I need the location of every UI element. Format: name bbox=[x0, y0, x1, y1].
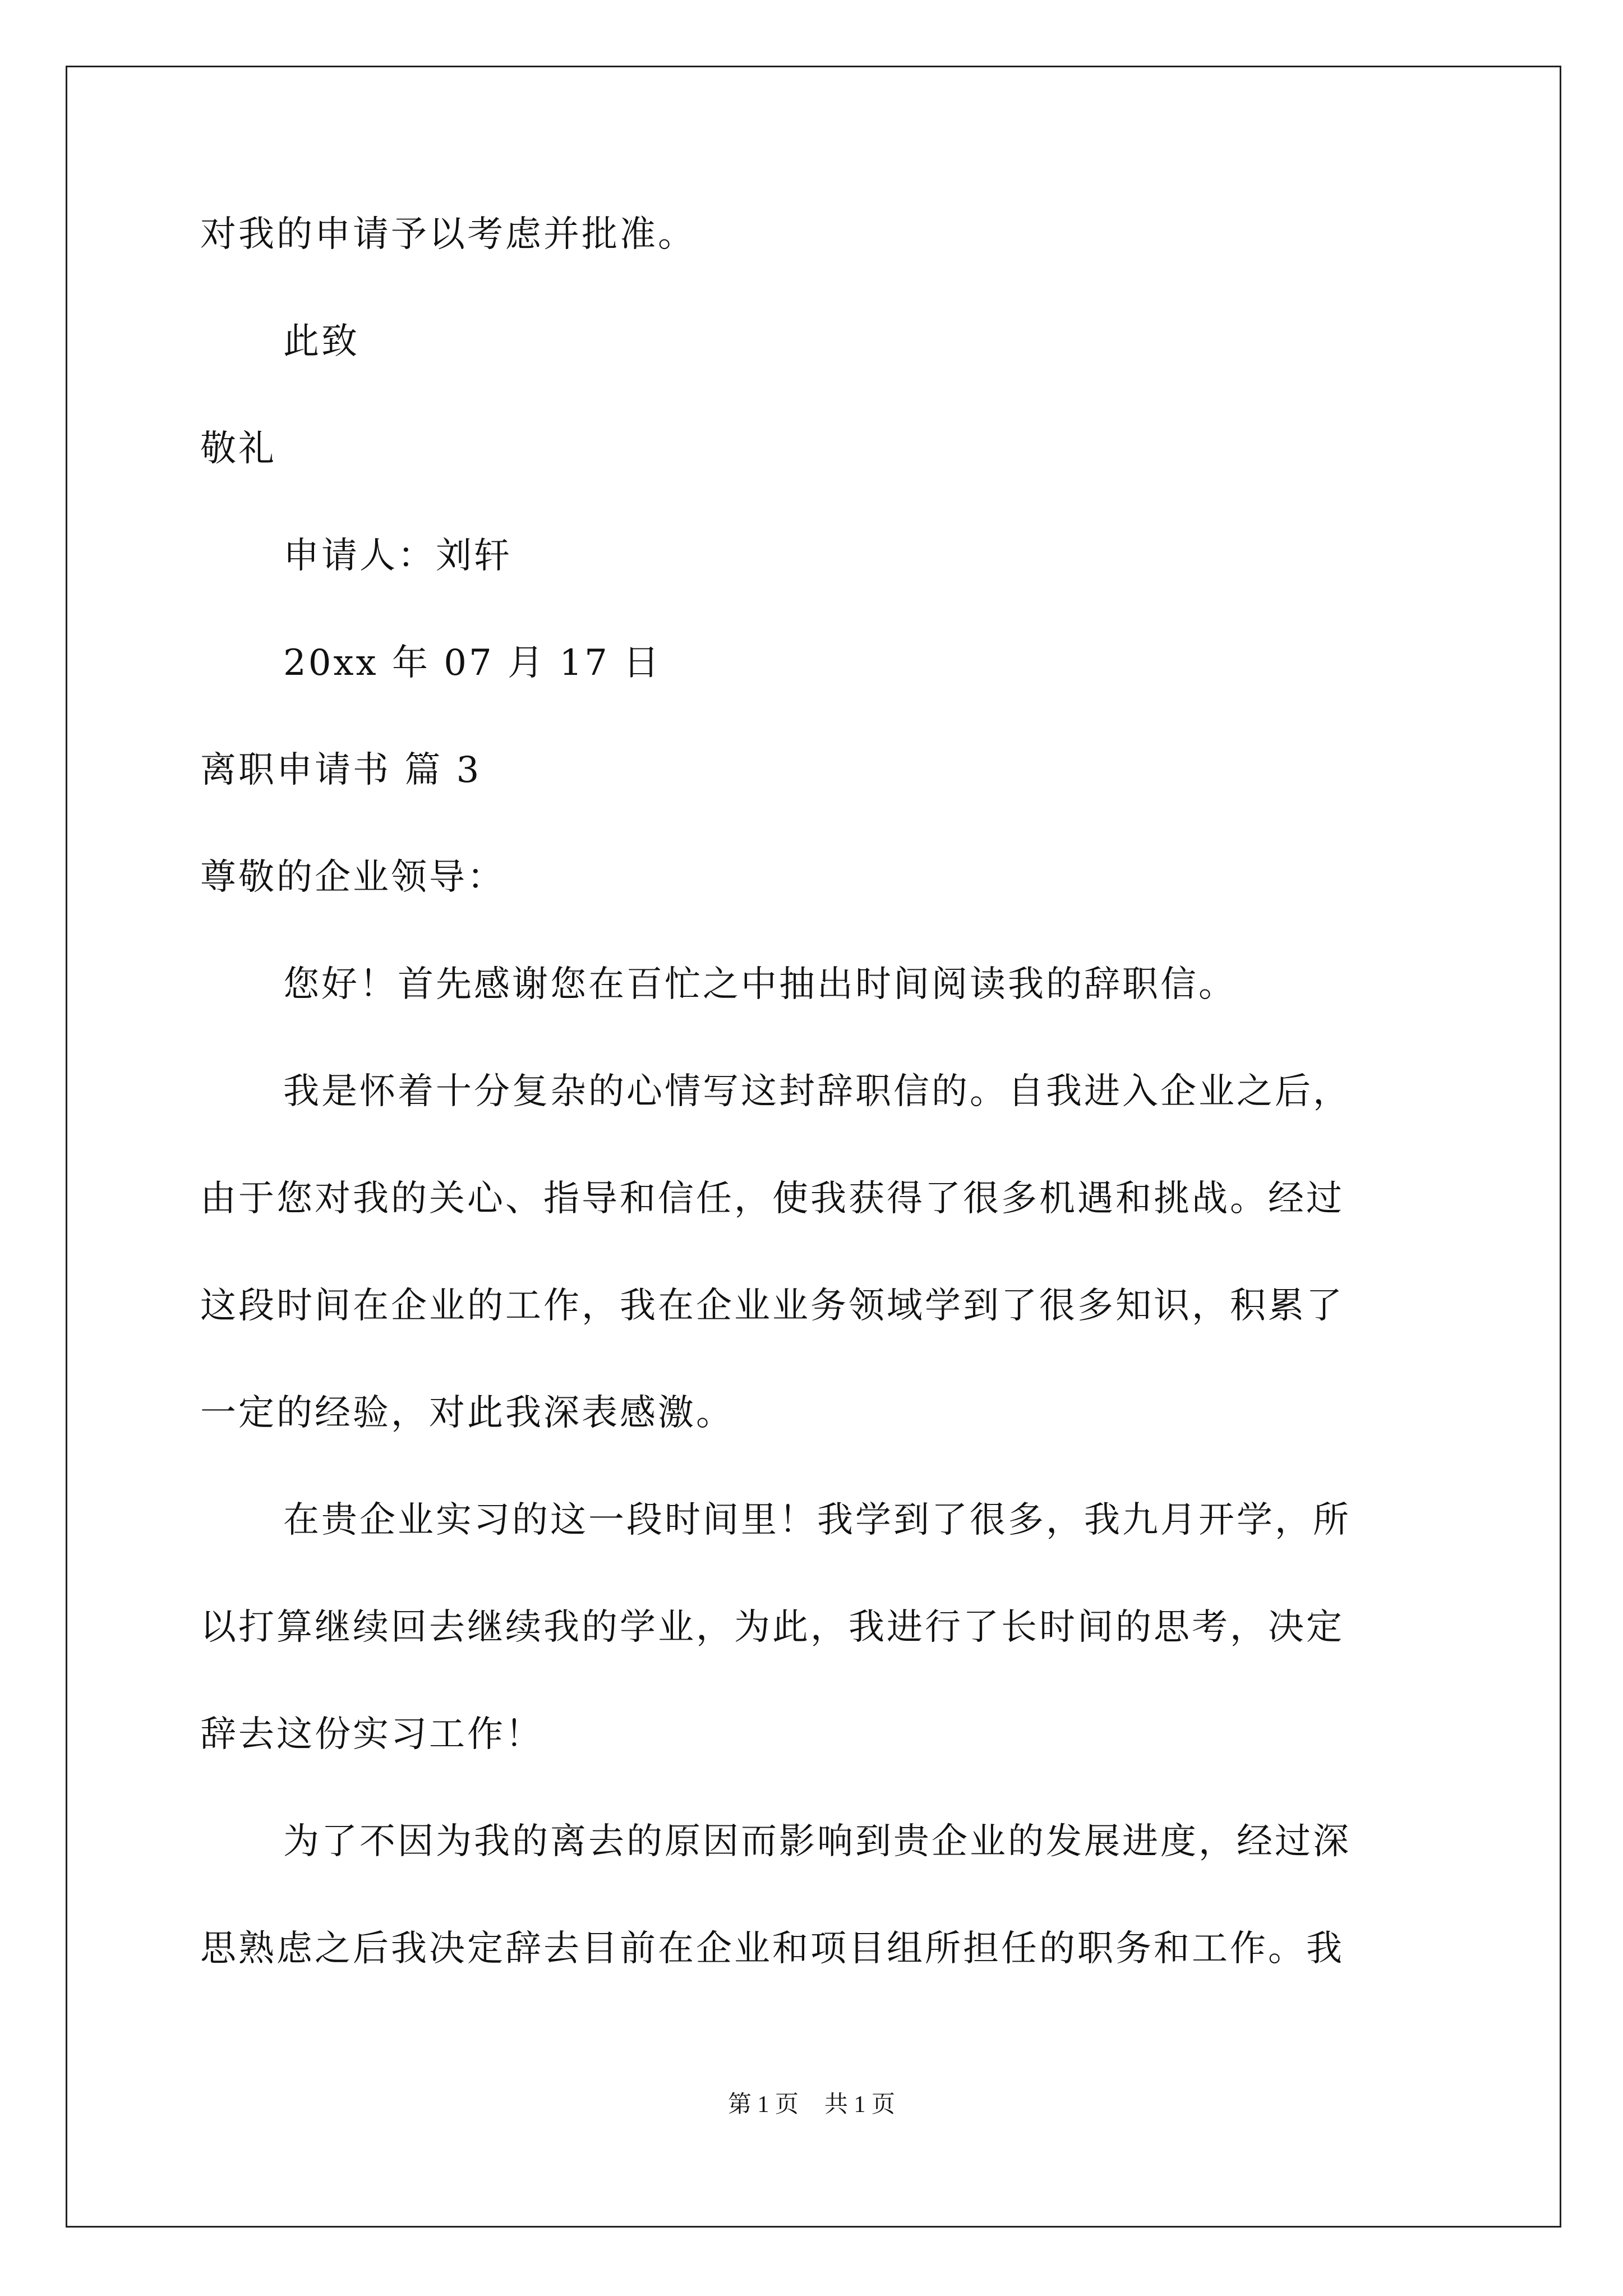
text-line: 辞去这份实习工作！ bbox=[200, 1714, 543, 1755]
text-line: 在贵企业实习的这一段时间里！我学到了很多，我九月开学，所 bbox=[283, 1499, 1351, 1541]
page-number: 第 1 页 bbox=[727, 2092, 799, 2118]
page-border bbox=[66, 66, 1561, 2228]
text-line: 为了不因为我的离去的原因而影响到贵企业的发展进度，经过深 bbox=[283, 1821, 1351, 1862]
closing-line: 此致 bbox=[283, 321, 359, 362]
applicant-line: 申请人：刘轩 bbox=[283, 535, 512, 577]
text-line: 以打算继续回去继续我的学业，为此，我进行了长时间的思考，决定 bbox=[200, 1607, 1344, 1648]
text-line: 我是怀着十分复杂的心情写这封辞职信的。自我进入企业之后， bbox=[283, 1071, 1351, 1112]
text-line: 由于您对我的关心、指导和信任，使我获得了很多机遇和挑战。经过 bbox=[200, 1178, 1344, 1220]
greeting-line: 尊敬的企业领导： bbox=[200, 857, 505, 898]
text-line: 您好！首先感谢您在百忙之中抽出时间阅读我的辞职信。 bbox=[283, 964, 1237, 1005]
text-line: 这段时间在企业的工作，我在企业业务领域学到了很多知识，积累了 bbox=[200, 1285, 1344, 1327]
text-line: 思熟虑之后我决定辞去目前在企业和项目组所担任的职务和工作。我 bbox=[200, 1928, 1344, 1970]
text-line: 一定的经验，对此我深表感激。 bbox=[200, 1392, 734, 1434]
salutation-line: 敬礼 bbox=[200, 428, 276, 470]
text-line: 对我的申请予以考虑并批准。 bbox=[200, 214, 696, 255]
page-footer bbox=[0, 2088, 1623, 2122]
page-total: 共 1 页 bbox=[824, 2092, 896, 2118]
date-line: 20xx 年 07 月 17 日 bbox=[283, 642, 662, 684]
section-title: 离职申请书 篇 3 bbox=[200, 749, 482, 791]
